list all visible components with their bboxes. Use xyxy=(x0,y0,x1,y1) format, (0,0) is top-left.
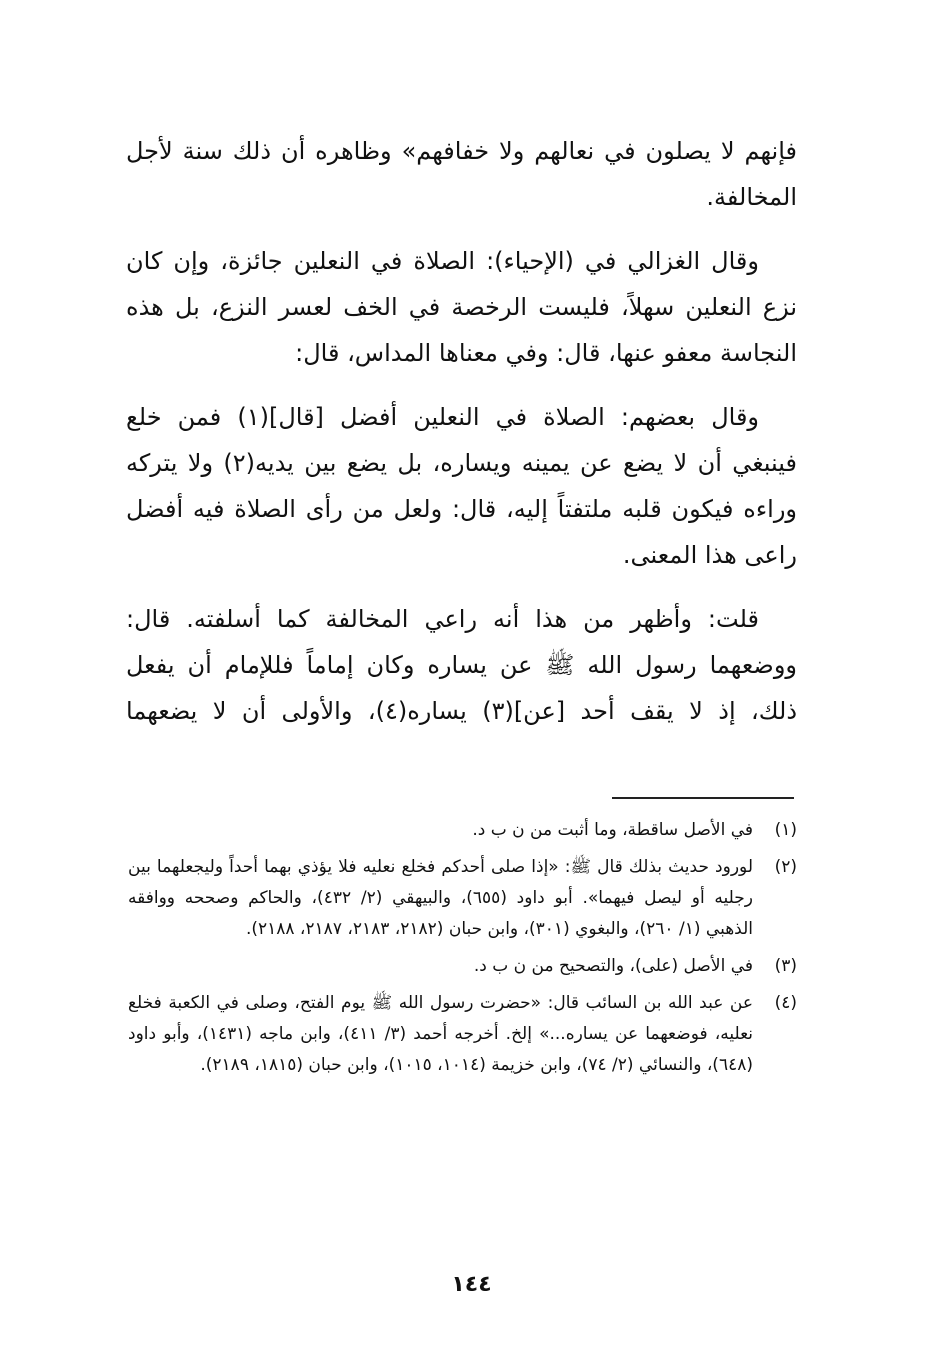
footnote-number: (٣) xyxy=(774,956,797,976)
footnote-text: في الأصل ساقطة، وما أثبت من ن ب د. xyxy=(472,820,753,840)
footnote-text: لورود حديث بذلك قال ﷺ: «إذا صلى أحدكم فخلع نعليه فلا يؤذي بهما أحداً وليجعلهما بين رجليه أو ليصل فيهما». أبو داود (٦٥٥)، والبيهقي (٢/ ٤٣٢)، والحاكم وصححه ووافقه الذهبي (١/ ٢٦٠)، والبغوي (٣٠١)، وابن حبان (٢١٨٢، ٢١٨٣، ٢١٨٧، ٢١٨٨). xyxy=(128,857,753,939)
paragraph-2: وقال الغزالي في (الإحياء): الصلاة في النعلين جائزة، وإن كان نزع النعلين سهلاً، فليست الرخصة في الخف لعسر النزع، بل هذه النجاسة معفو عنها، قال: وفي معناها المداس، قال: xyxy=(126,247,797,367)
paragraph-3: وقال بعضهم: الصلاة في النعلين أفضل [قال](١) فمن خلع فينبغي أن لا يضع عن يمينه ويساره، بل يضع بين يديه(٢) ولا يتركه وراءه فيكون قلبه ملتفتاً إليه، قال: ولعل من رأى الصلاة فيه أفضل راعى هذا المعنى. xyxy=(126,403,797,569)
footnote-text: عن عبد الله بن السائب قال: «حضرت رسول الله ﷺ يوم الفتح، وصلى في الكعبة فخلع نعليه، فوضعهما عن يساره...» إلخ. أخرجه أحمد (٣/ ٤١١)، وابن ماجه (١٤٣١)، وأبو داود (٦٤٨)، والنسائي (٢/ ٧٤)، وابن خزيمة (١٠١٤، ١٠١٥)، وابن حبان (١٨١٥، ٢١٨٩). xyxy=(128,993,754,1075)
footnote-divider xyxy=(612,797,794,799)
footnote-number: (١) xyxy=(774,820,797,840)
footnote-1 xyxy=(128,815,797,846)
footnotes xyxy=(128,815,797,1087)
footnote-4 xyxy=(128,988,797,1081)
footnote-number: (٢) xyxy=(774,857,797,877)
main-text xyxy=(126,128,797,752)
footnote-text: في الأصل (على)، والتصحيح من ن ب د. xyxy=(473,956,753,976)
page-number: ١٤٤ xyxy=(451,1272,492,1297)
paragraph-4: قلت: وأظهر من هذا أنه راعي المخالفة كما أسلفته. قال: ووضعهما رسول الله ﷺ عن يساره وكان إماماً فللإمام أن يفعل ذلك، إذ لا يقف أحد [عن](٣) يساره(٤)، والأولى أن لا يضعهما xyxy=(126,605,798,725)
paragraph-1: فإنهم لا يصلون في نعالهم ولا خفافهم» وظاهره أن ذلك سنة لأجل المخالفة. xyxy=(126,137,797,211)
footnote-number: (٤) xyxy=(774,993,797,1013)
footnote-2 xyxy=(128,852,797,945)
footnote-3 xyxy=(128,951,797,982)
